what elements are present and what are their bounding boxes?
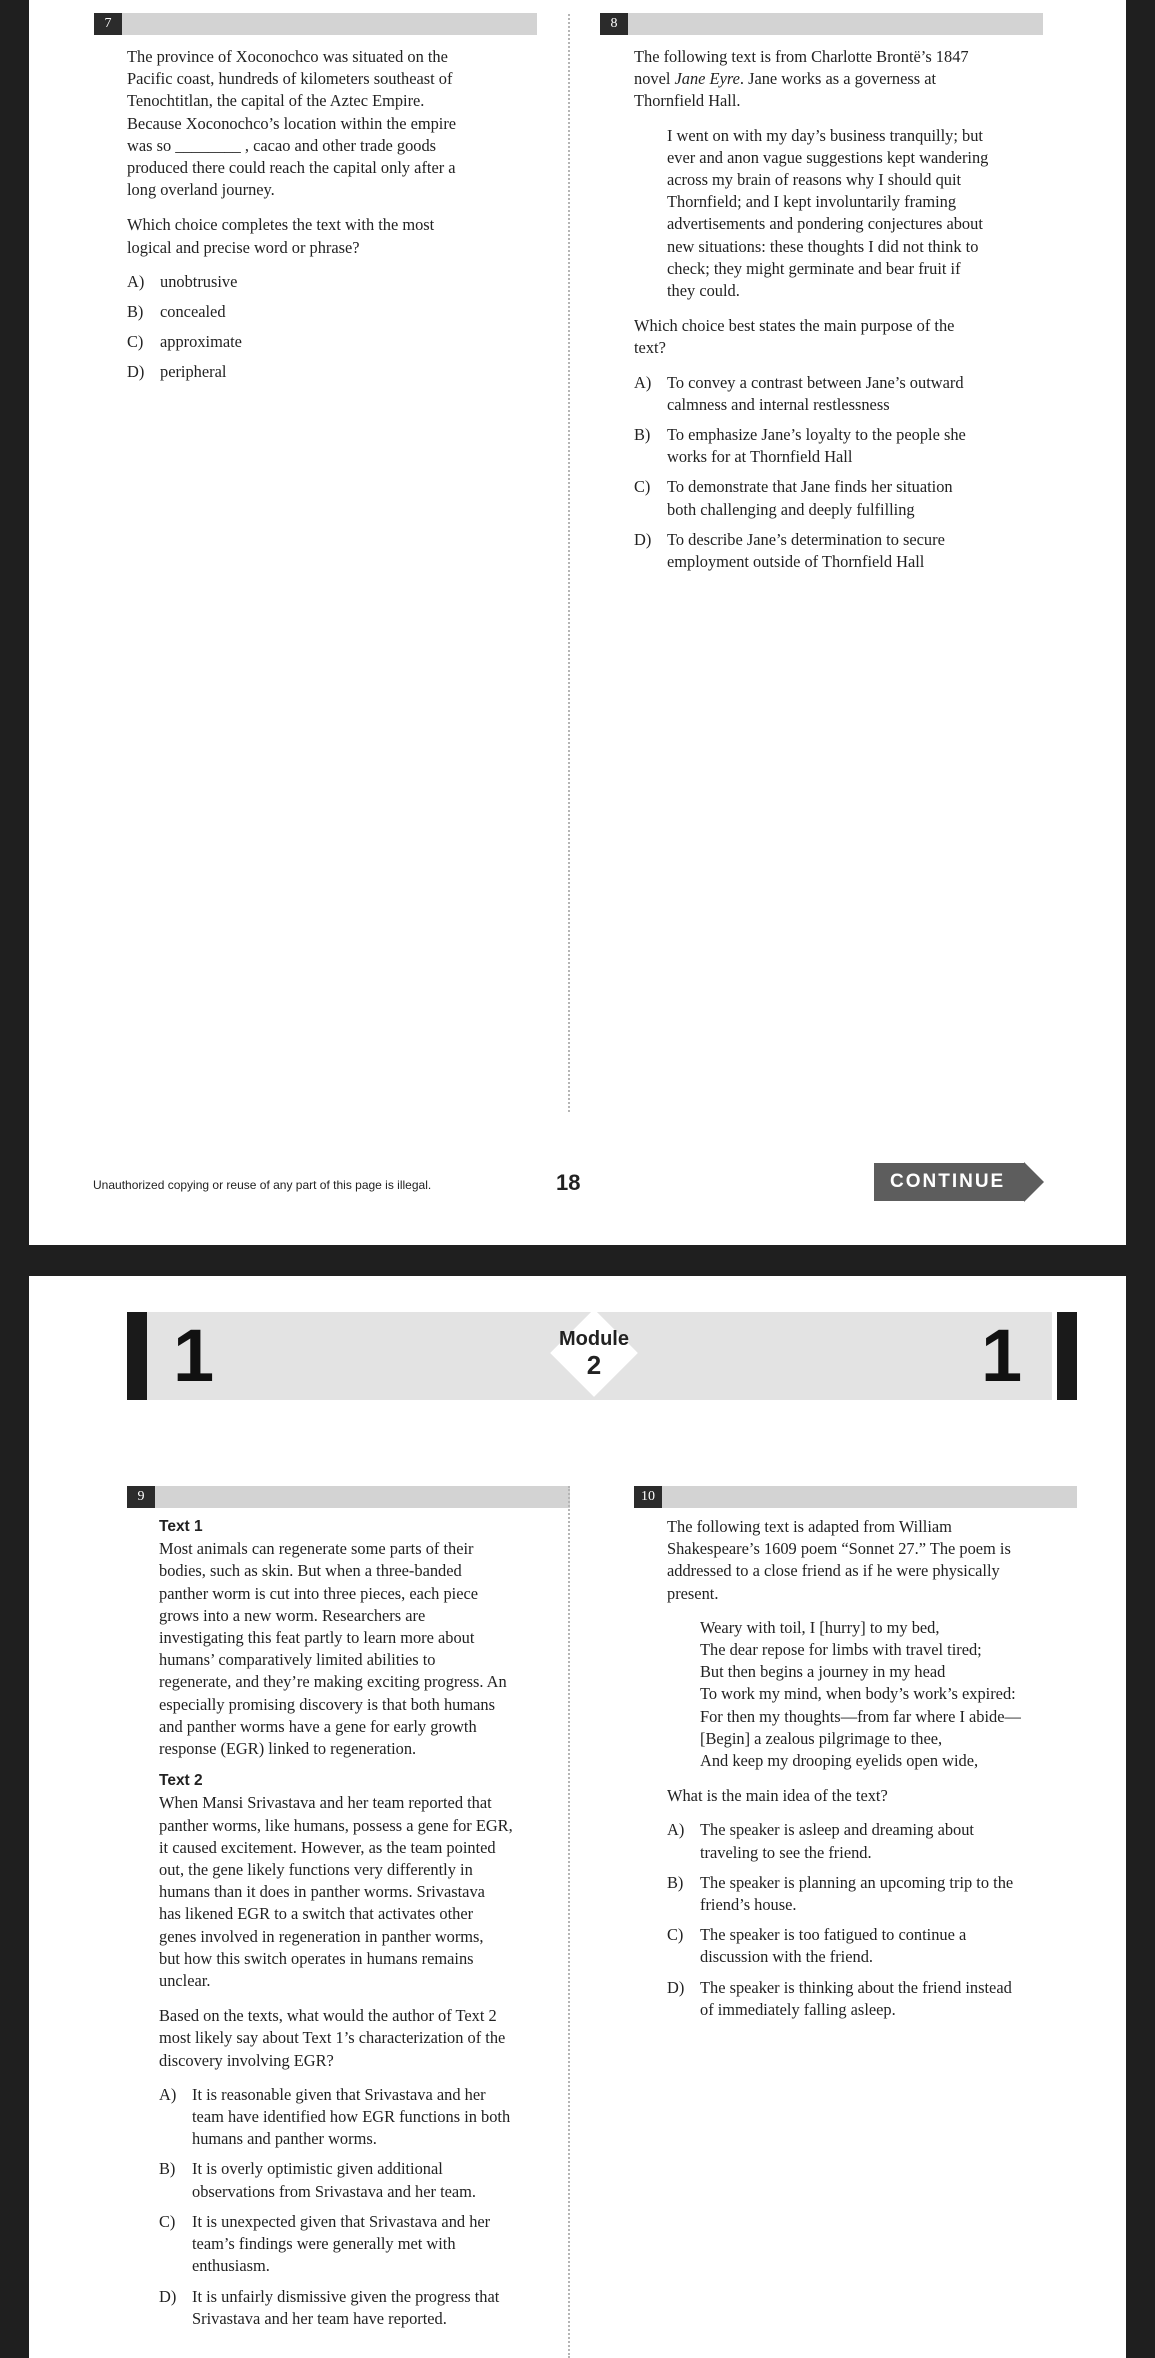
quote-line: ever and anon vague suggestions kept wandering [667, 147, 989, 167]
question-8-header-bar [600, 13, 1043, 35]
choice-letter: A) [634, 372, 652, 392]
choice-letter: D) [127, 362, 145, 382]
text-2-heading: Text 2 [159, 1772, 203, 1790]
choice-letter: B) [159, 2159, 176, 2179]
question-9-header-bar [127, 1486, 570, 1508]
question-7-prompt: Which choice completes the text with the most logical and precise word or phrase? [127, 215, 435, 257]
choice-letter: A) [667, 1820, 685, 1840]
poem-line: And keep my drooping eyelids open wide, [700, 1751, 979, 1771]
question-7-number: 7 [94, 13, 122, 35]
answer-choice-a[interactable]: A) To convey a contrast between Jane’s outward calmness and internal restlessness [634, 372, 964, 414]
column-divider [568, 1486, 570, 2358]
question-10-header-bar [634, 1486, 1077, 1508]
quote-line: advertisements and pondering conjectures about [667, 214, 983, 234]
poem-line: But then begins a journey in my head [700, 1662, 946, 1682]
text-1-heading: Text 1 [159, 1518, 203, 1535]
choice-letter: B) [127, 302, 144, 322]
choice-text: unobtrusive [160, 271, 238, 291]
choice-letter: D) [634, 529, 652, 549]
question-9-prompt: Based on the texts, what would the author of Text 2 most likely say about Text 1’s characterization of the discovery involving EGR? [159, 2006, 506, 2070]
answer-choice-b[interactable]: B) The speaker is planning an upcoming trip to the friend’s house. [667, 1872, 1014, 1915]
page-number: 18 [556, 1170, 581, 1195]
choice-letter: B) [634, 425, 651, 445]
question-8-prompt: Which choice best states the main purpose of the text? [634, 316, 955, 358]
choice-letter: A) [127, 271, 145, 291]
choice-letter: C) [127, 332, 144, 352]
passage-line: The province of Xoconochco was situated on the [127, 47, 448, 66]
answer-choice-b[interactable]: B) To emphasize Jane’s loyalty to the people she works for at Thornfield Hall [634, 425, 966, 467]
section-number-right: 1 [981, 1314, 1023, 1397]
sonnet-excerpt [700, 1617, 1112, 1772]
poem-line: [Begin] a zealous pilgrimage to thee, [700, 1728, 943, 1748]
choice-letter: C) [667, 1925, 684, 1945]
choice-letter: D) [159, 2286, 177, 2306]
passage-line: was so ________ , cacao and other trade goods [127, 135, 437, 155]
poem-line: The dear repose for limbs with travel tired; [700, 1640, 982, 1660]
poem-line: For then my thoughts—from far where I abide— [700, 1706, 1021, 1726]
quote-line: they could. [667, 281, 740, 301]
section-number-left: 1 [173, 1314, 215, 1397]
answer-choice-c[interactable]: C) The speaker is too fatigued to continue a discussion with the friend. [667, 1925, 967, 1967]
module-number: 2 [586, 1350, 602, 1380]
choice-letter: A) [159, 2084, 177, 2104]
choice-letter: C) [634, 477, 651, 497]
answer-choice-c[interactable]: C) It is unexpected given that Srivastava and her team’s findings were generally met with enthusiasm. [159, 2211, 491, 2276]
answer-choice-d[interactable]: D) The speaker is thinking about the friend instead of immediately falling asleep. [667, 1977, 1012, 2019]
question-7-passage [127, 46, 547, 201]
question-8-quotation [667, 125, 1104, 303]
test-page-19 [29, 1276, 1126, 2358]
answer-choice-b[interactable] [127, 301, 547, 323]
module-label: Module 2 [544, 1328, 644, 1380]
question-10-intro: The following text is adapted from William Shakespeare’s 1609 poem “Sonnet 27.” The poem is addressed to a close friend as if he were physically present. [667, 1517, 1011, 1603]
poem-line: Weary with toil, I [hurry] to my bed, [700, 1617, 940, 1637]
passage-line: produced there could reach the capital only after a [127, 158, 456, 178]
choice-text: peripheral [160, 362, 227, 382]
answer-choice-c[interactable] [127, 331, 547, 353]
quote-line: new situations: these thoughts I did not think to [667, 236, 979, 256]
choice-text: concealed [160, 302, 226, 322]
poem-line: To work my mind, when body’s work’s expired: [700, 1684, 1016, 1704]
answer-choice-c[interactable]: C) To demonstrate that Jane finds her situation both challenging and deeply fulfilling [634, 477, 953, 519]
choice-letter: C) [159, 2211, 176, 2231]
text-1-passage: Most animals can regenerate some parts of their bodies, such as skin. But when a three-banded panther worm is cut into three pieces, each piece grows into a new worm. Researchers are investigating this feat partly to learn more about humans’ comparatively limited abilities to regenerate, and they’re making exciting progress. An especially promising discovery is that both humans and panther worms have a gene for early growth response (EGR) linked to regeneration. [159, 1539, 507, 1759]
question-8 [634, 46, 1104, 581]
quote-line: across my brain of reasons why I should quit [667, 170, 962, 190]
answer-choice-b[interactable]: B) It is overly optimistic given additional observations from Srivastava and her team. [159, 2159, 477, 2201]
column-divider [568, 14, 570, 1112]
module-left-marker [127, 1312, 147, 1400]
quote-line: I went on with my day’s business tranquilly; but [667, 125, 983, 145]
choice-text: approximate [160, 332, 242, 352]
answer-choice-a[interactable]: A) The speaker is asleep and dreaming about traveling to see the friend. [667, 1820, 974, 1862]
choice-letter: B) [667, 1872, 684, 1892]
question-8-number: 8 [600, 13, 628, 35]
question-7-header-bar [94, 13, 537, 35]
question-10-prompt: What is the main idea of the text? [667, 1786, 888, 1806]
novel-title: Jane Eyre [674, 69, 740, 89]
question-9-number: 9 [127, 1486, 155, 1508]
question-10 [667, 1516, 1112, 2029]
question-7-choices [127, 271, 547, 384]
answer-choice-a[interactable]: A) It is reasonable given that Srivastava and her team have identified how EGR functions in both humans and panther worms. [159, 2084, 511, 2149]
question-7 [127, 46, 547, 392]
test-page-18 [29, 0, 1126, 1245]
question-9 [159, 1516, 579, 2338]
answer-choice-a[interactable] [127, 271, 547, 293]
passage-line: Pacific coast, hundreds of kilometers southeast of [127, 69, 453, 89]
copyright-notice: Unauthorized copying or reuse of any part of this page is illegal. [93, 1178, 432, 1192]
passage-line: long overland journey. [127, 180, 275, 200]
passage-line: Tenochtitlan, the capital of the Aztec Empire. [127, 91, 425, 111]
passage-line: Because Xoconochco’s location within the empire [127, 113, 457, 133]
answer-choice-d[interactable]: D) It is unfairly dismissive given the progress that Srivastava and her team have reported. [159, 2286, 500, 2328]
choice-letter: D) [667, 1977, 685, 1997]
question-10-choices [667, 1819, 1112, 2021]
question-9-choices [159, 2084, 579, 2330]
question-8-intro: The following text is from Charlotte Brontë’s 1847 novel Jane Eyre. Jane works as a governess at Thornfield Hall. [634, 47, 969, 111]
answer-choice-d[interactable]: D) To describe Jane’s determination to secure employment outside of Thornfield Hall [634, 529, 945, 572]
continue-button[interactable]: CONTINUE [874, 1163, 1024, 1201]
quote-line: Thornfield; and I kept involuntarily framing [667, 192, 957, 212]
quote-line: check; they might germinate and bear fruit if [667, 258, 961, 278]
text-2-passage: When Mansi Srivastava and her team reported that panther worms, like humans, possess a gene for EGR, it caused excitement. However, as the team pointed out, the gene likely functions very differently in humans than it does in panther worms. Srivastava has likened EGR to a switch that activates other genes involved in regeneration in panther worms, but how this switch operates in humans remains unclear. [159, 1793, 513, 1991]
answer-choice-d[interactable] [127, 361, 547, 383]
arrow-right-icon [1024, 1162, 1044, 1202]
module-right-marker [1057, 1312, 1077, 1400]
question-10-number: 10 [634, 1486, 662, 1508]
question-8-choices [634, 372, 1104, 574]
